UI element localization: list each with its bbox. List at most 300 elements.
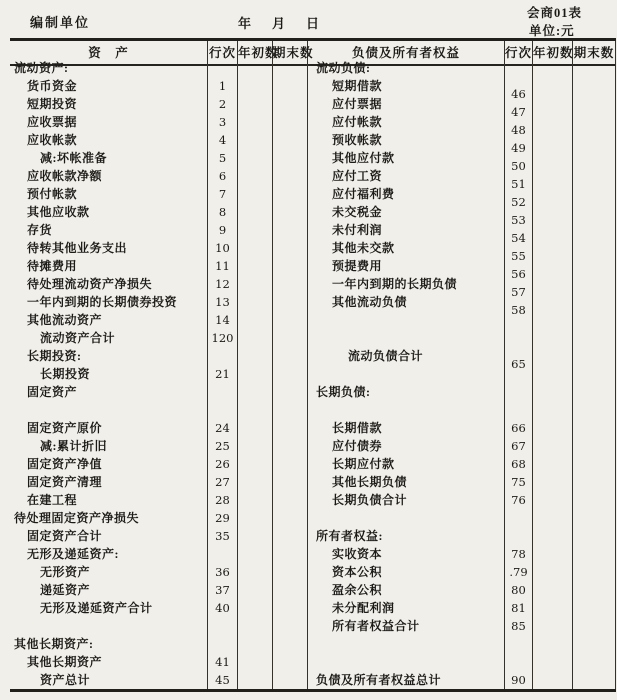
asset-row-no-text: 11 <box>215 259 230 273</box>
asset-row-label-text: 其他应收款 <box>27 205 90 219</box>
liability-row-no-text: .79 <box>509 565 528 579</box>
form-code: 会商01表 <box>527 6 583 20</box>
liability-begin-cell <box>533 329 573 347</box>
liability-row-no <box>505 77 533 101</box>
liability-row-no <box>505 491 533 509</box>
asset-row-no-text: 5 <box>218 151 227 165</box>
liability-row-label <box>308 401 505 419</box>
liability-row-label <box>308 563 505 581</box>
liability-row-label-text: 应付债券 <box>332 439 383 453</box>
asset-row-label-text: 流动资产: <box>14 61 69 75</box>
asset-end-cell <box>273 329 308 347</box>
asset-row-no-text: 24 <box>215 421 230 435</box>
liability-end-cell <box>573 563 616 581</box>
liability-begin-cell <box>533 617 573 635</box>
asset-begin-cell <box>238 149 273 167</box>
header-begin-left: 年初数 <box>238 41 273 66</box>
asset-row-label <box>10 383 208 401</box>
asset-row-label <box>10 599 208 617</box>
asset-begin-cell <box>238 293 273 311</box>
liability-row-no-text: 75 <box>511 475 526 489</box>
liability-end-cell <box>573 365 616 383</box>
liability-end-cell <box>573 491 616 509</box>
asset-row-label-text: 固定资产合计 <box>27 529 103 543</box>
liability-begin-cell <box>533 77 573 95</box>
asset-begin-cell <box>238 527 273 545</box>
asset-row-no-text: 120 <box>211 331 234 345</box>
asset-begin-cell <box>238 383 273 401</box>
liability-row-label-text: 未付利润 <box>332 223 383 237</box>
asset-row-no-text: 29 <box>215 511 230 525</box>
asset-row-no <box>208 131 238 149</box>
asset-row-no-text: 37 <box>215 583 230 597</box>
liability-begin-cell <box>533 419 573 437</box>
liability-row-no <box>505 509 533 527</box>
asset-row-label <box>10 671 208 689</box>
asset-row-label <box>10 113 208 131</box>
asset-row-label <box>10 185 208 203</box>
asset-begin-cell <box>238 77 273 95</box>
asset-row-label-text: 固定资产净值 <box>27 457 103 471</box>
asset-begin-cell <box>238 635 273 653</box>
liability-end-cell <box>573 257 616 275</box>
liability-row-no-text: 58 <box>511 303 526 317</box>
liability-begin-cell <box>533 491 573 509</box>
date-label: 年 月 日 <box>238 16 324 31</box>
liability-end-cell <box>573 437 616 455</box>
asset-begin-cell <box>238 329 273 347</box>
liability-row-no <box>505 527 533 545</box>
asset-end-cell <box>273 599 308 617</box>
asset-row-no-text: 25 <box>215 439 230 453</box>
liability-row-label-text: 负债及所有者权益总计 <box>316 673 442 687</box>
liability-row-label <box>308 545 505 563</box>
asset-row-no <box>208 365 238 383</box>
liability-row-label-text: 未交税金 <box>332 205 383 219</box>
liability-end-cell <box>573 329 616 347</box>
asset-row-no-text: 40 <box>215 601 230 615</box>
asset-row-no-text: 9 <box>218 223 227 237</box>
liability-row-no <box>505 653 533 671</box>
asset-row-no-text: 2 <box>218 97 227 111</box>
asset-row-label-text: 应收帐款净额 <box>27 169 103 183</box>
liability-row-label-text: 长期负债: <box>316 385 371 399</box>
liability-row-label-text: 盈余公积 <box>332 583 383 597</box>
asset-row-label-text: 减:累计折旧 <box>40 439 107 453</box>
liability-row-label-text: 所有者权益: <box>316 529 383 543</box>
liability-begin-cell <box>533 95 573 113</box>
asset-row-label <box>10 347 208 365</box>
liability-end-cell <box>573 653 616 671</box>
asset-row-no <box>208 221 238 239</box>
asset-row-no <box>208 59 238 77</box>
liability-begin-cell <box>533 203 573 221</box>
asset-row-no <box>208 653 238 671</box>
asset-begin-cell <box>238 581 273 599</box>
asset-row-label <box>10 491 208 509</box>
liability-row-no-text: 56 <box>511 267 526 281</box>
asset-row-no <box>208 599 238 617</box>
asset-row-label-text: 待转其他业务支出 <box>27 241 128 255</box>
asset-row-no-text: 12 <box>215 277 230 291</box>
liability-row-no-text: 47 <box>511 105 526 119</box>
asset-begin-cell <box>238 437 273 455</box>
liability-begin-cell <box>533 293 573 311</box>
liability-row-label <box>308 455 505 473</box>
liability-begin-cell <box>533 383 573 401</box>
liability-row-label <box>308 365 505 383</box>
asset-row-label <box>10 203 208 221</box>
liability-begin-cell <box>533 59 573 77</box>
asset-end-cell <box>273 617 308 635</box>
asset-end-cell <box>273 383 308 401</box>
liability-begin-cell <box>533 635 573 653</box>
liability-row-label <box>308 167 505 185</box>
liability-begin-cell <box>533 401 573 419</box>
liability-end-cell <box>573 203 616 221</box>
asset-row-no-text: 3 <box>218 115 227 129</box>
liability-row-label <box>308 473 505 491</box>
asset-end-cell <box>273 635 308 653</box>
asset-row-label <box>10 59 208 77</box>
liability-row-label <box>308 59 505 77</box>
asset-row-no <box>208 329 238 347</box>
asset-row-no-text: 21 <box>215 367 230 381</box>
liability-end-cell <box>573 383 616 401</box>
asset-row-label-text: 短期投资 <box>27 97 78 111</box>
liability-begin-cell <box>533 239 573 257</box>
asset-begin-cell <box>238 473 273 491</box>
asset-row-no <box>208 113 238 131</box>
liability-row-label <box>308 95 505 113</box>
asset-begin-cell <box>238 509 273 527</box>
liability-end-cell <box>573 131 616 149</box>
asset-row-no-text: 35 <box>215 529 230 543</box>
liability-row-label-text: 其他流动负债 <box>332 295 408 309</box>
liability-row-no-text: 50 <box>511 159 526 173</box>
asset-row-no <box>208 239 238 257</box>
liability-begin-cell <box>533 185 573 203</box>
liability-row-label <box>308 311 505 329</box>
liability-end-cell <box>573 239 616 257</box>
liability-begin-cell <box>533 473 573 491</box>
asset-row-no-text: 1 <box>218 79 227 93</box>
liability-begin-cell <box>533 347 573 365</box>
liability-row-no-text: 68 <box>511 457 526 471</box>
asset-row-no <box>208 635 238 653</box>
liability-row-label <box>308 113 505 131</box>
asset-row-label-text: 长期投资 <box>40 367 91 381</box>
asset-row-no <box>208 419 238 437</box>
asset-end-cell <box>273 275 308 293</box>
liability-row-label <box>308 149 505 167</box>
asset-row-no <box>208 293 238 311</box>
liability-row-label <box>308 527 505 545</box>
liability-begin-cell <box>533 653 573 671</box>
liability-begin-cell <box>533 311 573 329</box>
liability-begin-cell <box>533 581 573 599</box>
asset-row-label-text: 存货 <box>27 223 53 237</box>
asset-row-no <box>208 311 238 329</box>
asset-row-label-text: 固定资产清理 <box>27 475 103 489</box>
liability-end-cell <box>573 311 616 329</box>
asset-row-no-text: 41 <box>215 655 230 669</box>
asset-end-cell <box>273 401 308 419</box>
asset-row-label-text: 固定资产原价 <box>27 421 103 435</box>
asset-row-no-text: 7 <box>218 187 227 201</box>
asset-end-cell <box>273 149 308 167</box>
asset-row-no <box>208 455 238 473</box>
liability-row-label-text: 所有者权益合计 <box>332 619 420 633</box>
asset-begin-cell <box>238 563 273 581</box>
asset-row-no <box>208 545 238 563</box>
liability-begin-cell <box>533 599 573 617</box>
asset-begin-cell <box>238 455 273 473</box>
liability-row-label <box>308 599 505 617</box>
asset-row-label <box>10 131 208 149</box>
liability-row-no <box>505 671 533 689</box>
asset-begin-cell <box>238 419 273 437</box>
liability-row-label <box>308 329 505 347</box>
asset-begin-cell <box>238 275 273 293</box>
asset-end-cell <box>273 527 308 545</box>
liability-row-no <box>505 347 533 371</box>
liability-begin-cell <box>533 671 573 689</box>
asset-row-label-text: 无形资产 <box>40 565 91 579</box>
asset-row-label-text: 资产总计 <box>40 673 91 687</box>
liability-begin-cell <box>533 149 573 167</box>
liability-end-cell <box>573 509 616 527</box>
header-line-no-left: 行次 <box>208 41 238 66</box>
liability-end-cell <box>573 617 616 635</box>
asset-row-no-text: 28 <box>215 493 230 507</box>
asset-row-label-text: 无形及递延资产合计 <box>40 601 153 615</box>
asset-row-no <box>208 95 238 113</box>
asset-row-label <box>10 635 208 653</box>
liability-row-label <box>308 293 505 311</box>
asset-row-label-text: 一年内到期的长期债券投资 <box>27 295 178 309</box>
liability-row-no-text: 65 <box>511 357 526 371</box>
liability-row-label-text: 应付福利费 <box>332 187 395 201</box>
asset-end-cell <box>273 293 308 311</box>
liability-begin-cell <box>533 113 573 131</box>
asset-row-label <box>10 545 208 563</box>
asset-end-cell <box>273 419 308 437</box>
liability-row-label <box>308 437 505 455</box>
asset-begin-cell <box>238 95 273 113</box>
asset-row-label <box>10 95 208 113</box>
asset-row-no-text: 4 <box>218 133 227 147</box>
asset-row-no-text: 26 <box>215 457 230 471</box>
header-liability: 负债及所有者权益 <box>308 41 505 66</box>
liability-row-label <box>308 653 505 671</box>
asset-row-label <box>10 437 208 455</box>
asset-end-cell <box>273 203 308 221</box>
liability-row-label-text: 实收资本 <box>332 547 383 561</box>
header-line-no-right: 行次 <box>505 41 533 66</box>
liability-row-no-text: 54 <box>511 231 526 245</box>
liability-end-cell <box>573 275 616 293</box>
liability-end-cell <box>573 455 616 473</box>
asset-end-cell <box>273 563 308 581</box>
liability-end-cell <box>573 347 616 365</box>
asset-row-label <box>10 455 208 473</box>
asset-row-no-text: 8 <box>218 205 227 219</box>
liability-row-label-text: 预收帐款 <box>332 133 383 147</box>
asset-begin-cell <box>238 653 273 671</box>
asset-end-cell <box>273 545 308 563</box>
liability-begin-cell <box>533 131 573 149</box>
liability-end-cell <box>573 293 616 311</box>
liability-row-label <box>308 257 505 275</box>
asset-begin-cell <box>238 365 273 383</box>
liability-row-no-text: 85 <box>511 619 526 633</box>
asset-row-label <box>10 257 208 275</box>
liability-end-cell <box>573 77 616 95</box>
liability-end-cell <box>573 599 616 617</box>
liability-row-no <box>505 635 533 653</box>
liability-end-cell <box>573 671 616 689</box>
asset-begin-cell <box>238 617 273 635</box>
asset-row-label-text: 待处理流动资产净损失 <box>27 277 153 291</box>
liability-row-no <box>505 617 533 635</box>
asset-end-cell <box>273 347 308 365</box>
asset-end-cell <box>273 95 308 113</box>
preparer-label: 编制单位 <box>30 15 91 30</box>
asset-begin-cell <box>238 167 273 185</box>
liability-row-no-text: 52 <box>511 195 526 209</box>
asset-begin-cell <box>238 545 273 563</box>
asset-end-cell <box>273 365 308 383</box>
liability-row-no-text: 80 <box>511 583 526 597</box>
asset-row-no <box>208 563 238 581</box>
asset-end-cell <box>273 473 308 491</box>
liability-row-no <box>505 59 533 77</box>
liability-row-no-text: 55 <box>511 249 526 263</box>
balance-sheet-table <box>10 38 616 692</box>
asset-row-label-text: 预付帐款 <box>27 187 78 201</box>
liability-end-cell <box>573 419 616 437</box>
asset-row-no-text: 10 <box>215 241 230 255</box>
liability-row-label <box>308 275 505 293</box>
asset-end-cell <box>273 509 308 527</box>
liability-row-no <box>505 455 533 473</box>
header-end-right: 期末数 <box>573 41 616 66</box>
asset-begin-cell <box>238 185 273 203</box>
asset-row-label-text: 待处理固定资产净损失 <box>14 511 140 525</box>
asset-end-cell <box>273 59 308 77</box>
liability-row-label <box>308 581 505 599</box>
liability-end-cell <box>573 635 616 653</box>
liability-row-label-text: 未分配利润 <box>332 601 395 615</box>
liability-row-label <box>308 131 505 149</box>
asset-row-no <box>208 185 238 203</box>
liability-row-label <box>308 221 505 239</box>
liability-row-no-text: 81 <box>511 601 526 615</box>
liability-row-label <box>308 239 505 257</box>
asset-row-no <box>208 527 238 545</box>
liability-end-cell <box>573 95 616 113</box>
asset-begin-cell <box>238 491 273 509</box>
liability-begin-cell <box>533 545 573 563</box>
liability-begin-cell <box>533 527 573 545</box>
asset-begin-cell <box>238 131 273 149</box>
liability-row-label <box>308 347 505 365</box>
liability-row-label <box>308 419 505 437</box>
liability-begin-cell <box>533 167 573 185</box>
liability-row-label-text: 预提费用 <box>332 259 383 273</box>
asset-row-no <box>208 671 238 689</box>
liability-end-cell <box>573 59 616 77</box>
asset-row-label-text: 其他流动资产 <box>27 313 103 327</box>
asset-end-cell <box>273 581 308 599</box>
liability-row-label-text: 长期负债合计 <box>332 493 408 507</box>
asset-row-label-text: 减:坏帐准备 <box>40 151 107 165</box>
asset-row-label-text: 固定资产 <box>27 385 78 399</box>
liability-begin-cell <box>533 437 573 455</box>
liability-begin-cell <box>533 365 573 383</box>
liability-row-no <box>505 563 533 581</box>
liability-row-label <box>308 203 505 221</box>
asset-row-no <box>208 167 238 185</box>
unit-label: 单位:元 <box>529 24 575 38</box>
liability-row-no <box>505 581 533 599</box>
liability-begin-cell <box>533 257 573 275</box>
liability-row-label-text: 长期借款 <box>332 421 383 435</box>
liability-row-no <box>505 599 533 617</box>
liability-row-label-text: 应付帐款 <box>332 115 383 129</box>
asset-row-no-text: 27 <box>215 475 230 489</box>
liability-row-no-text: 67 <box>511 439 526 453</box>
liability-row-label-text: 流动负债合计 <box>348 349 424 363</box>
liability-row-label-text: 长期应付款 <box>332 457 395 471</box>
asset-row-label-text: 待摊费用 <box>27 259 78 273</box>
asset-row-no <box>208 203 238 221</box>
asset-row-no <box>208 509 238 527</box>
liability-end-cell <box>573 401 616 419</box>
liability-row-no <box>505 473 533 491</box>
asset-end-cell <box>273 167 308 185</box>
asset-row-no-text: 36 <box>215 565 230 579</box>
asset-end-cell <box>273 257 308 275</box>
liability-end-cell <box>573 545 616 563</box>
asset-end-cell <box>273 653 308 671</box>
asset-row-label <box>10 581 208 599</box>
asset-begin-cell <box>238 671 273 689</box>
asset-begin-cell <box>238 311 273 329</box>
asset-row-label <box>10 167 208 185</box>
asset-row-no-text: 45 <box>215 673 230 687</box>
asset-end-cell <box>273 185 308 203</box>
liability-row-no <box>505 383 533 401</box>
asset-row-label-text: 无形及递延资产: <box>27 547 119 561</box>
asset-row-no <box>208 257 238 275</box>
liability-row-label-text: 流动负债: <box>316 61 371 75</box>
asset-end-cell <box>273 491 308 509</box>
asset-row-no <box>208 473 238 491</box>
asset-row-label <box>10 617 208 635</box>
header-asset: 资 产 <box>10 41 208 66</box>
asset-end-cell <box>273 221 308 239</box>
asset-row-label-text: 在建工程 <box>27 493 78 507</box>
asset-row-no <box>208 347 238 365</box>
asset-row-no <box>208 383 238 401</box>
liability-row-no <box>505 419 533 437</box>
liability-row-no-text: 53 <box>511 213 526 227</box>
liability-row-no-text: 57 <box>511 285 526 299</box>
asset-row-no-text: 14 <box>215 313 230 327</box>
asset-row-label <box>10 365 208 383</box>
